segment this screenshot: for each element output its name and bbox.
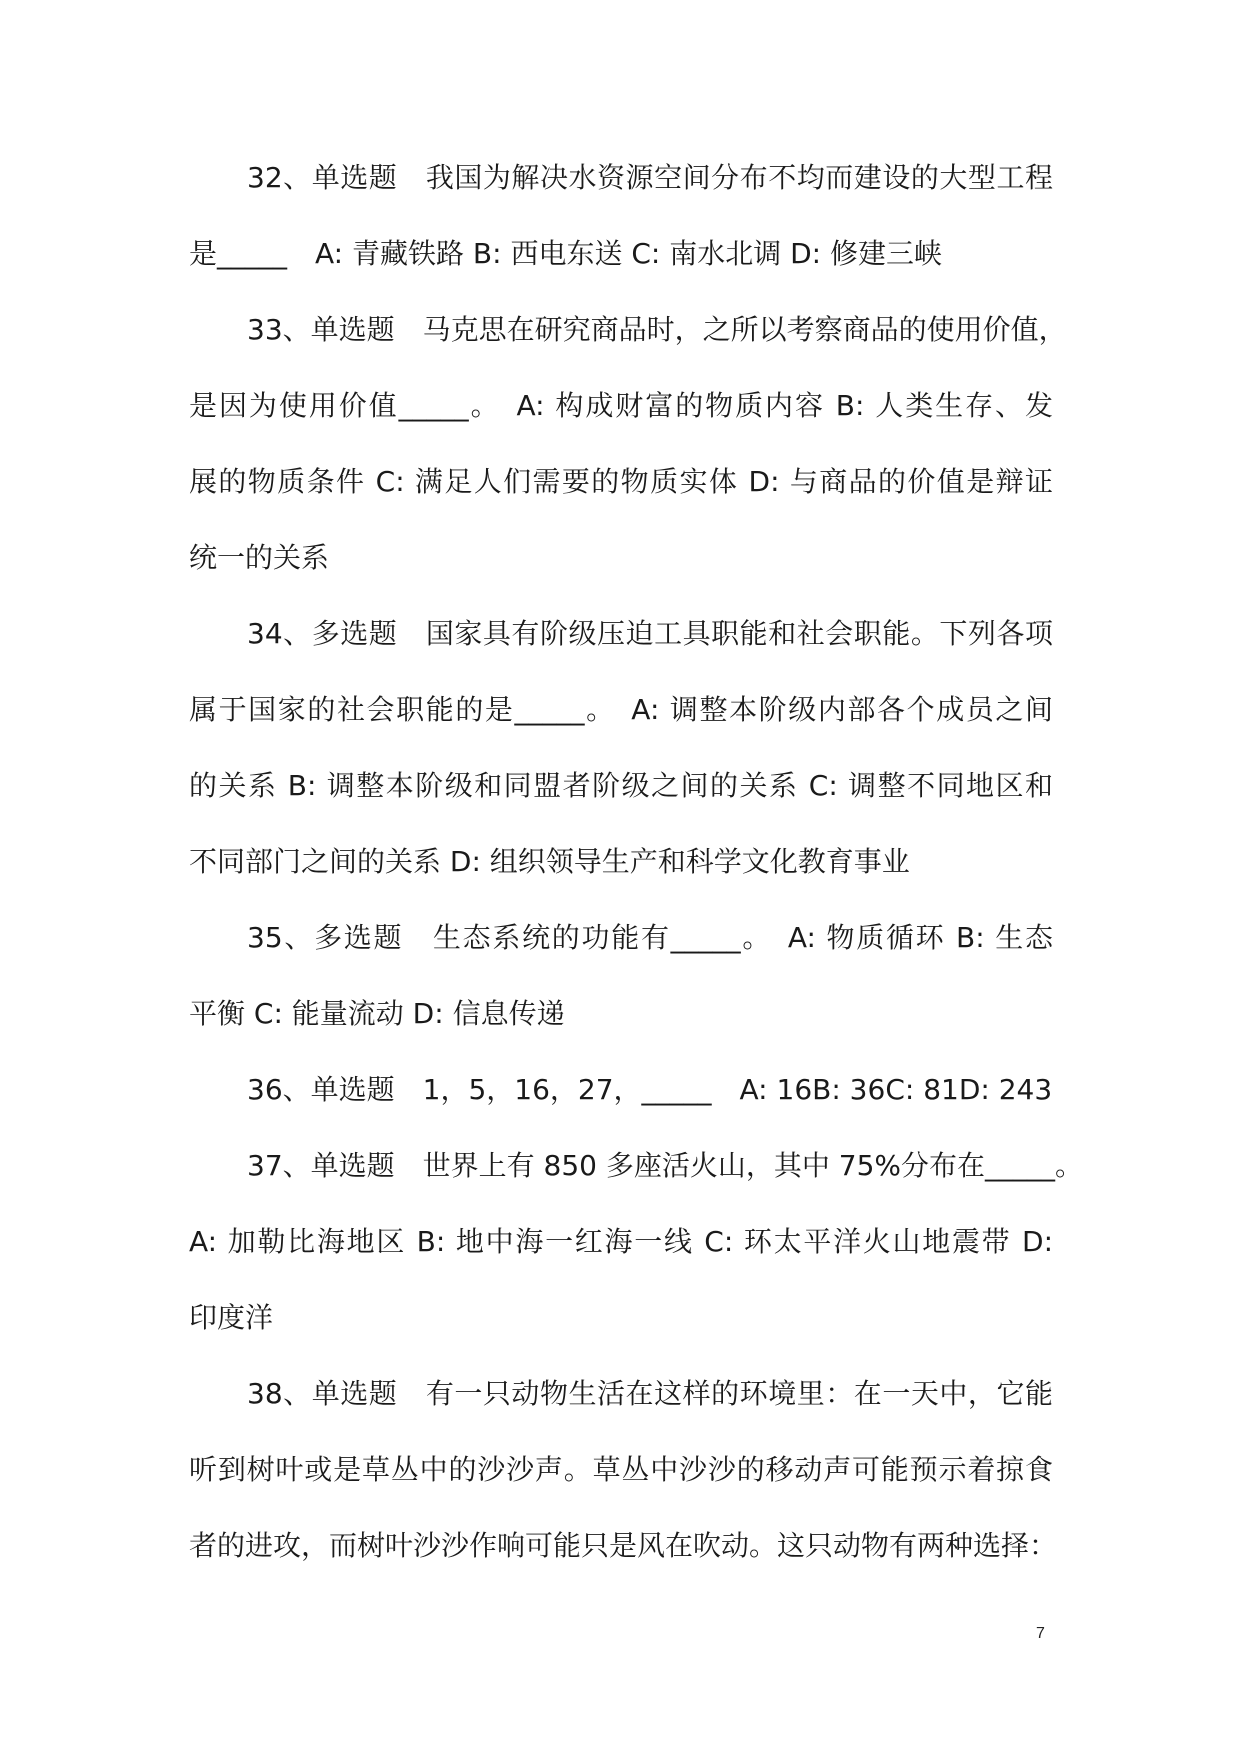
question-34-line-4: 不同部门之间的关系 D: 组织领导生产和科学文化教育事业: [189, 845, 910, 878]
question-33-line-2: 是因为使用价值_____。 A: 构成财富的物质内容 B: 人类生存、发: [189, 389, 1053, 422]
question-35-line-2: 平衡 C: 能量流动 D: 信息传递: [189, 997, 565, 1030]
question-35-line-1: 35、多选题 生态系统的功能有_____。 A: 物质循环 B: 生态: [247, 921, 1053, 954]
question-34-line-1: 34、多选题 国家具有阶级压迫工具职能和社会职能。下列各项: [247, 617, 1053, 650]
question-38-line-2: 听到树叶或是草丛中的沙沙声。草丛中沙沙的移动声可能预示着掠食: [189, 1453, 1053, 1486]
question-36-line-1: 36、单选题 1，5，16，27，_____ A: 16B: 36C: 81D: 243: [247, 1073, 1053, 1106]
question-text-block: [189, 140, 1084, 1584]
question-32-line-2: 是_____ A: 青藏铁路 B: 西电东送 C: 南水北调 D: 修建三峡: [189, 237, 943, 270]
question-33-line-3: 展的物质条件 C: 满足人们需要的物质实体 D: 与商品的价值是辩证: [189, 465, 1053, 498]
page-number: 7: [1036, 1625, 1045, 1642]
question-37-line-3: 印度洋: [189, 1301, 274, 1334]
question-38-line-1: 38、单选题 有一只动物生活在这样的环境里：在一天中，它能: [247, 1377, 1053, 1410]
question-33-line-1: 33、单选题 马克思在研究商品时，之所以考察商品的使用价值，: [247, 313, 1067, 346]
question-33-line-4: 统一的关系: [189, 541, 330, 574]
question-32-line-1: 32、单选题 我国为解决水资源空间分布不均而建设的大型工程: [247, 161, 1053, 194]
question-34-line-3: 的关系 B: 调整本阶级和同盟者阶级之间的关系 C: 调整不同地区和: [189, 769, 1053, 802]
question-37-line-1: 37、单选题 世界上有 850 多座活火山，其中 75%分布在_____。: [247, 1149, 1084, 1182]
question-34-line-2: 属于国家的社会职能的是_____。 A: 调整本阶级内部各个成员之间: [189, 693, 1053, 726]
question-38-line-3: 者的进攻，而树叶沙沙作响可能只是风在吹动。这只动物有两种选择：: [189, 1529, 1058, 1562]
question-37-line-2: A: 加勒比海地区 B: 地中海一红海一线 C: 环太平洋火山地震带 D:: [189, 1225, 1053, 1258]
